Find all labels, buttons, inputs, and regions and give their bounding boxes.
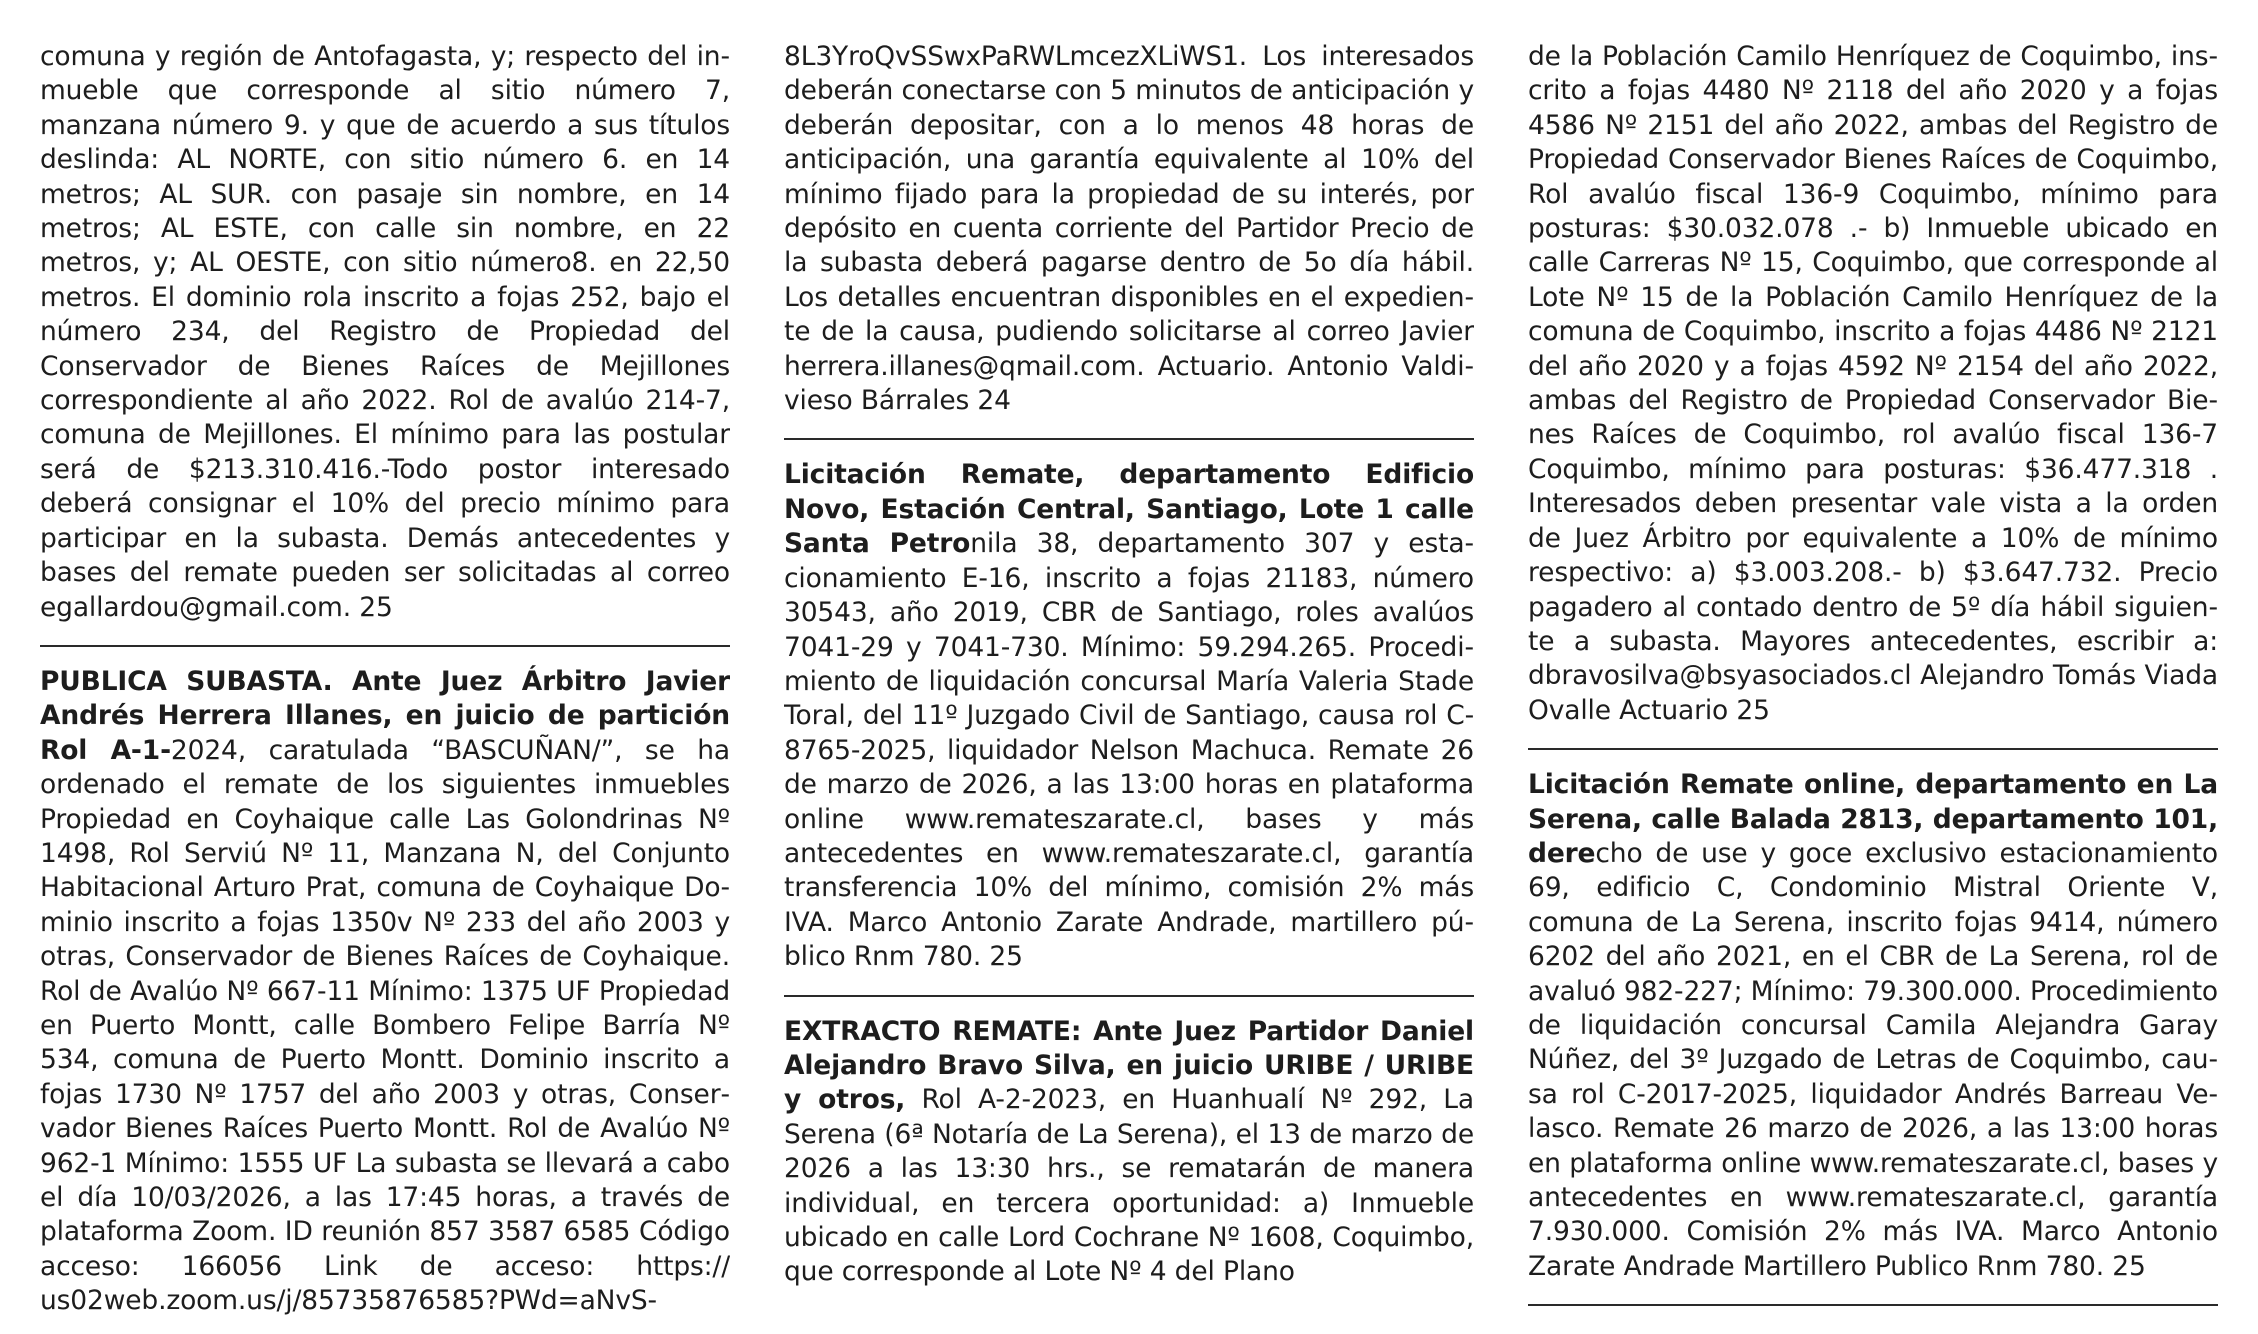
notice-divider <box>784 438 1474 440</box>
notice-body: nila 38, departamento 307 y estacionamiento E-16, inscrito a fojas 21183, número 30543, año 2019, CBR de Santiago, roles avalúos 7041-29 y 7041-730. Mínimo: 59.294.265. Procedimiento de liquidación concursal María Valeria Stade Toral, del 11º Juzgado Civil de Santiago, causa rol C-8765-2025, liquidador Nelson Machuca. Remate 26 de marzo de 2026, a las 13:00 horas en plataforma online www.remateszarate.cl, bases y más antecedentes en www.remateszarate.cl, garantía transferencia 10% del mínimo, comisión 2% más IVA. Marco Antonio Zarate Andrade, martillero público Rnm 780. 25 <box>784 528 1474 973</box>
notice-body: 2024, caratulada “BASCUÑAN/”, se ha ordenado el remate de los siguientes inmuebles Propiedad en Coyhaique calle Las Golondrinas Nº 1498, Rol Serviú Nº 11, Manzana N, del Conjunto Habitacional Arturo Prat, comuna de Coyhaique Dominio inscrito a fojas 1350v Nº 233 del año 2003 y otras, Conservador de Bienes Raíces de Coyhaique. Rol de Avalúo Nº 667-11 Mínimo: 1375 UF Propiedad en Puerto Montt, calle Bombero Felipe Barría Nº 534, comuna de Puerto Montt. Dominio inscrito a fojas 1730 Nº 1757 del año 2003 y otras, Conservador Bienes Raíces Puerto Montt. Rol de Avalúo Nº 962-1 Mínimo: 1555 UF La subasta se llevará a cabo el día 10/03/2026, a las 17:45 horas, a través de plataforma Zoom. ID reunión 857 3587 6585 Código acceso: 166056 Link de acceso: https:// us02web.zoom.us/j/85735876585?PWd=aNvS- <box>40 734 730 1317</box>
notice-licitacion-santiago <box>784 458 1474 974</box>
notice-continuation-zoom: 8L3YroQvSSwxPaRWLmcezXLiWS1. Los interesados deberán conectarse con 5 minutos de anticipación y deberán depositar, con a lo menos 48 horas de anticipación, una garantía equivalente al 10% del mínimo fijado para la propiedad de su interés, por depósito en cuenta corriente del Partidor Precio de la subasta deberá pagarse dentro de 5o día hábil. Los detalles encuentran disponibles en el expediente de la causa, pudiendo solicitarse al correo Javier herrera.illanes@qmail.com. Actuario. Antonio Valdivieso Bárrales 24 <box>784 41 1474 417</box>
column-2 <box>784 40 1474 1334</box>
notice-heading: Licitación Remate online, departamento en La Serena, calle Balada 2813, departamento 101, dere <box>1528 769 2218 869</box>
notice-heading: PUBLICA SUBASTA. Ante Juez Árbitro Javier Andrés Herrera Illanes, en juicio de partición Rol A-1- <box>40 665 730 766</box>
column-1 <box>40 40 730 1334</box>
notice-body: cho de use y goce exclusivo estacionamiento 69, edificio C, Condominio Mistral Oriente V, comuna de La Serena, inscrito fojas 9414, número 6202 del año 2021, en el CBR de La Serena, rol de avaluó 982-227; Mínimo: 79.300.000. Procedimiento de liquidación concursal Camila Alejandra Garay Núñez, del 3º Juzgado de Letras de Coquimbo, causa rol C-2017-2025, liquidador Andrés Barreau Velasco. Remate 26 marzo de 2026, a las 13:00 horas en plataforma online www.remateszarate.cl, bases y antecedentes en www.remateszarate.cl, garantía 7.930.000. Comisión 2% más IVA. Marco Antonio Zarate Andrade Martillero Publico Rnm 780. 25 <box>1528 837 2218 1282</box>
notice-continuation-antofagasta: comuna y región de Antofagasta, y; respecto del inmueble que corresponde al sitio número 7, manzana número 9. y que de acuerdo a sus títulos deslinda: AL NORTE, con sitio número 6. en 14 metros; AL SUR. con pasaje sin nombre, en 14 metros; AL ESTE, con calle sin nombre, en 22 metros, y; AL OESTE, con sitio número8. en 22,50 metros. El dominio rola inscrito a fojas 252, bajo el número 234, del Registro de Propiedad del Conservador de Bienes Raíces de Mejillones correspondiente al año 2022. Rol de avalúo 214-7, comuna de Mejillones. El mínimo para las postular será de $213.310.416.-Todo postor interesado deberá consignar el 10% del precio mínimo para participar en la subasta. Demás antecedentes y bases del remate pueden ser solicitadas al correo egallardou@gmail.com. 25 <box>40 41 730 623</box>
notice-heading: Licitación Remate, departamento Edificio Novo, Estación Central, Santiago, Lote 1 calle Santa Petro <box>784 459 1474 560</box>
notice-divider <box>1528 748 2218 750</box>
notice-divider <box>40 645 730 647</box>
notice-publica-subasta <box>40 665 730 1319</box>
notice-divider <box>1528 1304 2218 1306</box>
notice-body: Rol A-2-2023, en Huanhualí Nº 292, La Serena (6ª Notaría de La Serena), el 13 de marzo de 2026 a las 13:30 hrs., se rematarán de manera individual, en tercera oportunidad: a) Inmueble ubicado en calle Lord Cochrane Nº 1608, Coquimbo, que corresponde al Lote Nº 4 del Plano <box>784 1084 1474 1288</box>
notice-continuation-coquimbo: de la Población Camilo Henríquez de Coquimbo, inscrito a fojas 4480 Nº 2118 del año 2020 y a fojas 4586 Nº 2151 del año 2022, ambas del Registro de Propiedad Conservador Bienes Raíces de Coquimbo, Rol avalúo fiscal 136-9 Coquimbo, mínimo para posturas: $30.032.078 .- b) Inmueble ubicado en calle Carreras Nº 15, Coquimbo, que corresponde al Lote Nº 15 de la Población Camilo Henríquez de la comuna de Coquimbo, inscrito a fojas 4486 Nº 2121 del año 2020 y a fojas 4592 Nº 2154 del año 2022, ambas del Registro de Propiedad Conservador Bienes Raíces de Coquimbo, rol avalúo fiscal 136-7 Coquimbo, mínimo para posturas: $36.477.318 . Interesados deben presentar vale vista a la orden de Juez Árbitro por equivalente a 10% de mínimo respectivo: a) $3.003.208.- b) $3.647.732. Precio pagadero al contado dentro de 5º día hábil siguiente a subasta. Mayores antecedentes, escribir a: dbravosilva@bsyasociados.cl Alejandro Tomás Viada Ovalle Actuario 25 <box>1528 41 2218 726</box>
notice-heading: EXTRACTO REMATE: Ante Juez Partidor Daniel Alejandro Bravo Silva, en juicio URIBE / URIBE y otros, <box>784 1015 1474 1116</box>
column-3 <box>1528 40 2218 1334</box>
notice-licitacion-la-serena <box>1528 768 2218 1284</box>
notice-extracto-remate <box>784 1015 1474 1290</box>
notice-divider <box>784 995 1474 997</box>
